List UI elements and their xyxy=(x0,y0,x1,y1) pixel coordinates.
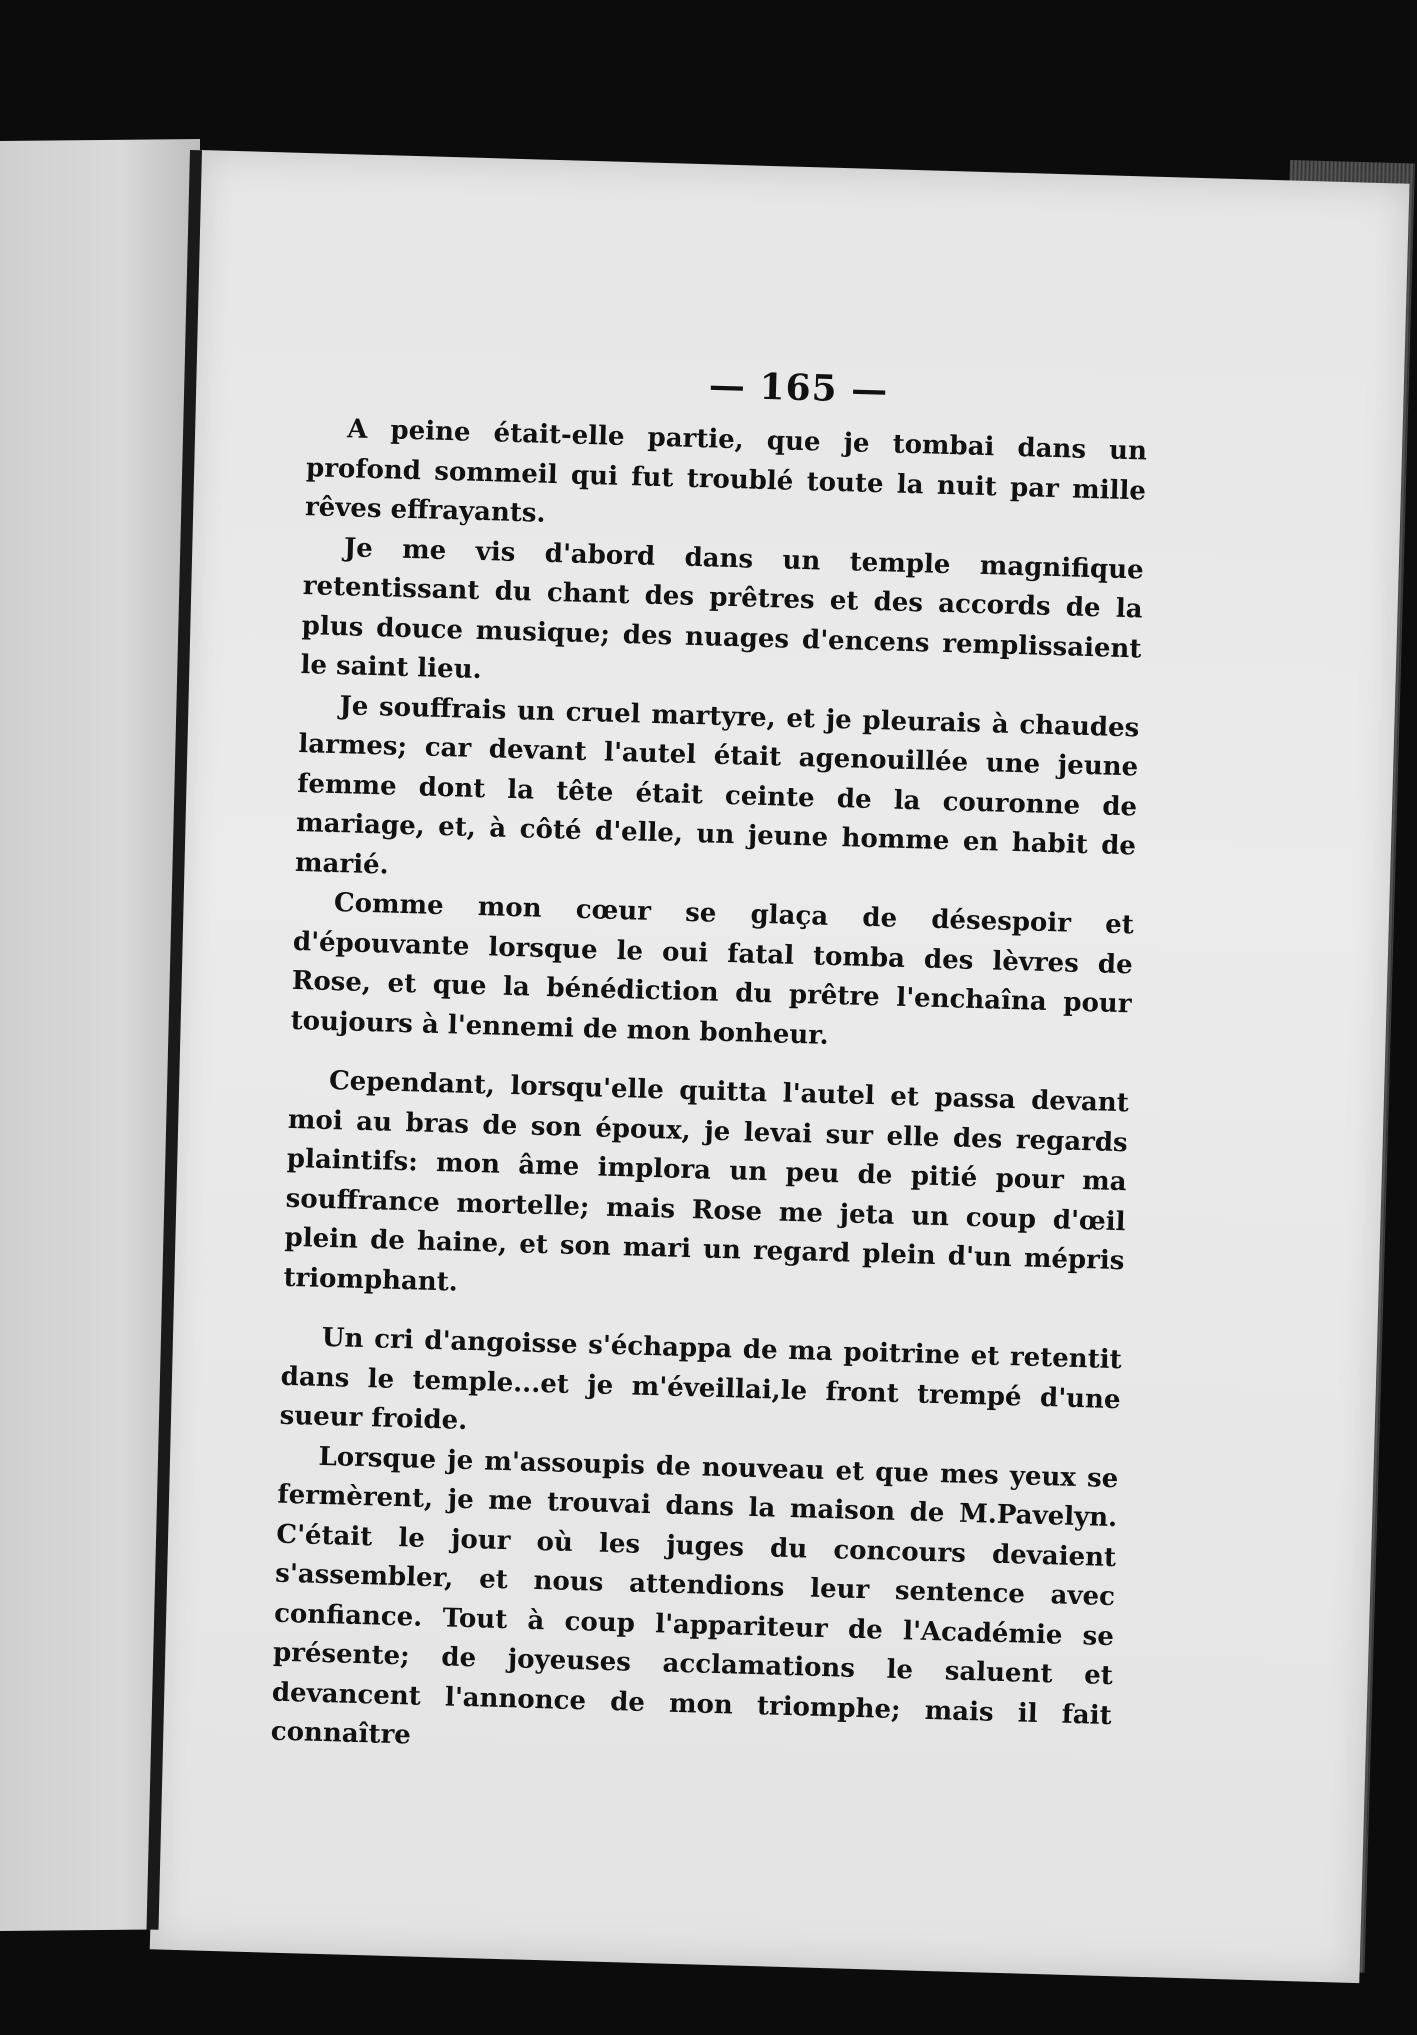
paragraph: Je me vis d'abord dans un temple magnifique retentissant du chant des prêtres et des accords de la plus douce musique; des nuages d'encens remplissaient le saint lieu. xyxy=(300,532,1145,686)
paragraph: A peine était-elle partie, que je tombai dans un profond sommeil qui fut troublé toute la nuit par mille rêves effrayants. xyxy=(304,414,1148,529)
paragraph: Je souffrais un cruel martyre, et je pleurais à chaudes larmes; car devant l'autel était agenouillée une jeune femme dont la tête était ceinte de la couronne de mariage, et, à côté d'elle, un jeune homme en habit de marié. xyxy=(294,690,1140,881)
page-body xyxy=(270,409,1147,1775)
paragraph: Cependant, lorsqu'elle quitta l'autel et passa devant moi au bras de son époux, je levai sur elle des regards plaintifs: mon âme implora un peu de pitié pour ma souffrance mortelle; mais Rose me jeta un coup d'œil plein de haine, et son mari un regard plein d'un mépris triomphant. xyxy=(283,1065,1130,1298)
paragraph: Lorsque je m'assoupis de nouveau et que mes yeux se fermèrent, je me trouvai dans la maison de M.Pavelyn. C'était le jour où les juges du concours devaient s'assembler, et nous attendions leur sentence avec confiance. Tout à coup l'appariteur de l'Académie se présente; de joyeuses acclamations le saluent et devancent l'annonce de mon triomphe; mais il fait connaître xyxy=(270,1441,1119,1751)
page-number: — 165 — xyxy=(708,364,889,412)
paragraph: Un cri d'angoisse s'échappa de ma poitrine et retentit dans le temple...et je m'éveillai,le front trempé d'une sueur froide. xyxy=(279,1322,1122,1436)
right-page xyxy=(150,150,1410,1983)
paragraph: Comme mon cœur se glaça de désespoir et d'épouvante lorsque le oui fatal tomba des lèvres de Rose, et que la bénédiction du prêtre l'enchaîna pour toujours à l'ennemi de mon bonheur. xyxy=(290,888,1135,1051)
